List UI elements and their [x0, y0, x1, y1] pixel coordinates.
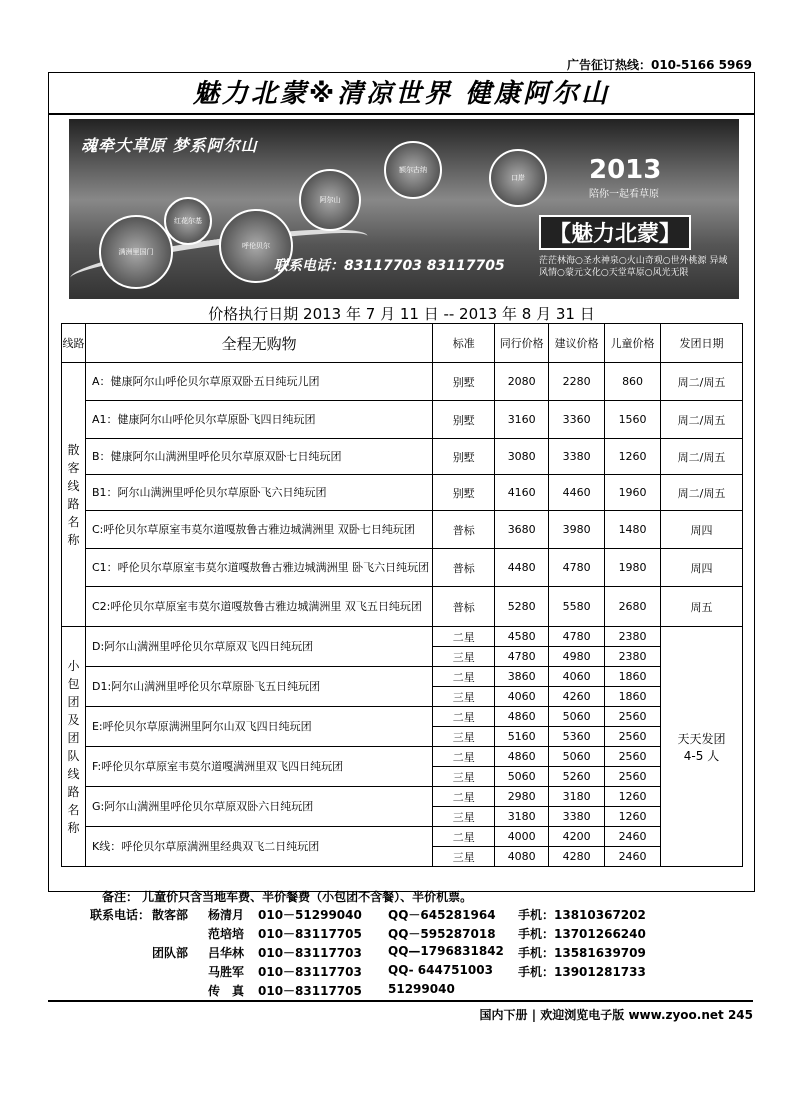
table-cell: A：健康阿尔山呼伦贝尔草原双卧五日纯玩儿团 [85, 363, 432, 401]
table-cell: 2080 [495, 363, 549, 401]
table-cell: 三星 [433, 687, 495, 707]
contact-tel: 010－83117705 [258, 984, 362, 998]
table-cell: 3360 [549, 401, 605, 439]
table-cell: 4460 [549, 475, 605, 511]
col-standard: 标准 [433, 324, 495, 363]
note-text: 备注： 儿童价只含当地车费、半价餐费（小包团不含餐）、半价机票。 [102, 890, 473, 904]
table-cell: 4000 [495, 827, 549, 847]
table-cell: 4200 [549, 827, 605, 847]
table-cell: 三星 [433, 727, 495, 747]
table-cell: 4080 [495, 847, 549, 867]
table-cell: 3080 [495, 439, 549, 475]
contact-tel: 010－51299040 [258, 908, 362, 922]
contact-qq: QQ－595287018 [388, 927, 496, 941]
banner-slogan: 魂牵大草原 梦系阿尔山 [81, 136, 258, 155]
table-cell: 1260 [605, 807, 661, 827]
table-cell: 2560 [605, 747, 661, 767]
table-cell: 2560 [605, 707, 661, 727]
photo-circle: 额尔古纳 [384, 141, 442, 199]
table-cell: 三星 [433, 847, 495, 867]
table-row [62, 827, 743, 847]
contact-name: 传 真 [208, 984, 245, 998]
page-footer [48, 1000, 753, 1022]
contact-tel: 010－83117705 [258, 927, 362, 941]
contact-qq: QQ- 644751003 [388, 963, 493, 977]
table-cell: 4580 [495, 627, 549, 647]
contact-mobile: 手机：13581639709 [518, 946, 646, 960]
table-cell: 2380 [605, 627, 661, 647]
table-header [62, 324, 743, 363]
table-row [62, 549, 743, 587]
ad-hotline: 广告征订热线：010-5166 5969 [566, 58, 752, 72]
contact-tel: 010－83117703 [258, 965, 362, 979]
table-cell: 2980 [495, 787, 549, 807]
table-cell: 二星 [433, 667, 495, 687]
contact-mobile: 手机：13901281733 [518, 965, 646, 979]
table-cell: C2:呼伦贝尔草原室韦莫尔道嘎敖鲁古雅边城满洲里 双飞五日纯玩团 [85, 587, 432, 627]
table-cell: 4160 [495, 475, 549, 511]
contact-name: 杨清月 [208, 908, 245, 922]
table-cell: 1260 [605, 439, 661, 475]
table-row [62, 511, 743, 549]
table-cell: 周四 [661, 511, 743, 549]
table-cell: 3380 [549, 439, 605, 475]
table-cell: K线：呼伦贝尔草原满洲里经典双飞二日纯玩团 [85, 827, 432, 867]
table-cell: 周四 [661, 549, 743, 587]
table-cell: 普标 [433, 511, 495, 549]
table-cell: 别墅 [433, 475, 495, 511]
table-cell: 1560 [605, 401, 661, 439]
price-table [61, 323, 743, 867]
table-cell: 3680 [495, 511, 549, 549]
table-cell: 2460 [605, 827, 661, 847]
table-cell: 4780 [549, 627, 605, 647]
contact-name: 范培培 [208, 927, 245, 941]
table-cell: 三星 [433, 767, 495, 787]
ad-frame [48, 72, 755, 892]
banner-phone: 联系电话：83117703 83117705 [274, 258, 505, 274]
table-row [62, 667, 743, 687]
table-cell: E:呼伦贝尔草原满洲里阿尔山双飞四日纯玩团 [85, 707, 432, 747]
col-child-price: 儿童价格 [605, 324, 661, 363]
table-cell: 普标 [433, 549, 495, 587]
table-cell: 二星 [433, 827, 495, 847]
table-cell: 4860 [495, 747, 549, 767]
table-cell: 1260 [605, 787, 661, 807]
table-cell: 5060 [549, 747, 605, 767]
table-cell: 3860 [495, 667, 549, 687]
photo-circle: 口岸 [489, 149, 547, 207]
table-row [62, 747, 743, 767]
table-cell: C1：呼伦贝尔草原室韦莫尔道嘎敖鲁古雅边城满洲里 卧飞六日纯玩团 [85, 549, 432, 587]
table-cell: 4280 [549, 847, 605, 867]
table-cell: 二星 [433, 747, 495, 767]
category-individual: 散客线路名称 [62, 363, 86, 627]
photo-circle: 呼伦贝尔 [219, 209, 293, 283]
category-group: 小包团及团队线路名称 [62, 627, 86, 867]
table-cell: D:阿尔山满洲里呼伦贝尔草原双飞四日纯玩团 [85, 627, 432, 667]
col-suggested-price: 建议价格 [549, 324, 605, 363]
table-cell: 2560 [605, 727, 661, 747]
table-row [62, 787, 743, 807]
table-cell: 2460 [605, 847, 661, 867]
contact-dept: 散客部 [152, 908, 189, 922]
table-cell: 5160 [495, 727, 549, 747]
table-cell: 3380 [549, 807, 605, 827]
contact-qq: QQ—1796831842 [388, 944, 504, 958]
table-cell: 2680 [605, 587, 661, 627]
table-cell: 2380 [605, 647, 661, 667]
table-cell: 别墅 [433, 363, 495, 401]
banner-year: 2013 [589, 155, 662, 185]
table-cell: 二星 [433, 627, 495, 647]
table-cell: 4780 [549, 549, 605, 587]
table-cell: 2560 [605, 767, 661, 787]
table-cell: 4480 [495, 549, 549, 587]
price-valid-date: 价格执行日期 2013 年 7 月 11 日 -- 2013 年 8 月 31 日 [208, 305, 595, 323]
table-cell: 3160 [495, 401, 549, 439]
contact-name: 马胜军 [208, 965, 245, 979]
table-cell: F:呼伦贝尔草原室韦莫尔道嘎满洲里双飞四日纯玩团 [85, 747, 432, 787]
banner-year-sub: 陪你一起看草原 [589, 189, 659, 200]
contact-qq: 51299040 [388, 982, 455, 996]
col-line: 线路 [62, 324, 86, 363]
table-cell: 4260 [549, 687, 605, 707]
table-cell: B：健康阿尔山满洲里呼伦贝尔草原双卧七日纯玩团 [85, 439, 432, 475]
table-cell: 5580 [549, 587, 605, 627]
table-cell: 5280 [495, 587, 549, 627]
footer-text: 国内下册 | 欢迎浏览电子版 www.zyoo.net 245 [479, 1008, 753, 1022]
table-cell: 5060 [549, 707, 605, 727]
table-cell: 4060 [549, 667, 605, 687]
table-row [62, 475, 743, 511]
table-cell: 周二/周五 [661, 439, 743, 475]
table-cell: 1860 [605, 687, 661, 707]
table-cell: 别墅 [433, 401, 495, 439]
table-cell: 二星 [433, 707, 495, 727]
col-peer-price: 同行价格 [495, 324, 549, 363]
contact-dept: 团队部 [152, 946, 189, 960]
table-cell: 3980 [549, 511, 605, 549]
table-row [62, 401, 743, 439]
table-cell: 周二/周五 [661, 363, 743, 401]
table-row [62, 627, 743, 647]
departure-group: 天天发团 4-5 人 [661, 627, 743, 867]
table-cell: 三星 [433, 807, 495, 827]
table-row [62, 363, 743, 401]
table-cell: 1960 [605, 475, 661, 511]
contact-name: 吕华林 [208, 946, 245, 960]
table-cell: 4980 [549, 647, 605, 667]
banner-image [69, 119, 739, 299]
contact-mobile: 手机：13701266240 [518, 927, 646, 941]
contact-mobile: 手机：13810367202 [518, 908, 646, 922]
table-row [62, 587, 743, 627]
table-cell: 2280 [549, 363, 605, 401]
table-cell: 860 [605, 363, 661, 401]
ad-title: 魅力北蒙※清凉世界 健康阿尔山 [49, 73, 754, 115]
table-cell: A1：健康阿尔山呼伦贝尔草原卧飞四日纯玩团 [85, 401, 432, 439]
table-row [62, 707, 743, 727]
table-cell: 5060 [495, 767, 549, 787]
contact-tel: 010－83117703 [258, 946, 362, 960]
table-cell: 别墅 [433, 439, 495, 475]
table-cell: 5260 [549, 767, 605, 787]
table-cell: 3180 [549, 787, 605, 807]
table-cell: 1980 [605, 549, 661, 587]
table-cell: B1：阿尔山满洲里呼伦贝尔草原卧飞六日纯玩团 [85, 475, 432, 511]
table-cell: 二星 [433, 787, 495, 807]
photo-circle: 满洲里国门 [99, 215, 173, 289]
table-cell: 周五 [661, 587, 743, 627]
table-cell: 1480 [605, 511, 661, 549]
table-cell: 1860 [605, 667, 661, 687]
table-cell: D1:阿尔山满洲里呼伦贝尔草原卧飞五日纯玩团 [85, 667, 432, 707]
table-cell: 周二/周五 [661, 475, 743, 511]
contact-label: 联系电话： [90, 908, 151, 922]
photo-circle: 阿尔山 [299, 169, 361, 231]
table-cell: 周二/周五 [661, 401, 743, 439]
table-cell: C:呼伦贝尔草原室韦莫尔道嘎敖鲁古雅边城满洲里 双卧七日纯玩团 [85, 511, 432, 549]
table-row [62, 439, 743, 475]
contact-qq: QQ－645281964 [388, 908, 496, 922]
table-cell: 三星 [433, 647, 495, 667]
photo-circle: 红花尔基 [164, 197, 212, 245]
table-cell: 3180 [495, 807, 549, 827]
table-cell: 4780 [495, 647, 549, 667]
banner-features: 茫茫林海○圣水神泉○火山奇观○世外桃源 异域风情○蒙元文化○天堂草原○风光无限 [539, 256, 728, 278]
table-cell: 4860 [495, 707, 549, 727]
banner-brand: 【魅力北蒙】 [539, 215, 691, 250]
col-departure: 发团日期 [661, 324, 743, 363]
col-route: 全程无购物 [85, 324, 432, 363]
table-cell: 4060 [495, 687, 549, 707]
table-cell: 5360 [549, 727, 605, 747]
table-cell: 普标 [433, 587, 495, 627]
table-cell: G:阿尔山满洲里呼伦贝尔草原双卧六日纯玩团 [85, 787, 432, 827]
